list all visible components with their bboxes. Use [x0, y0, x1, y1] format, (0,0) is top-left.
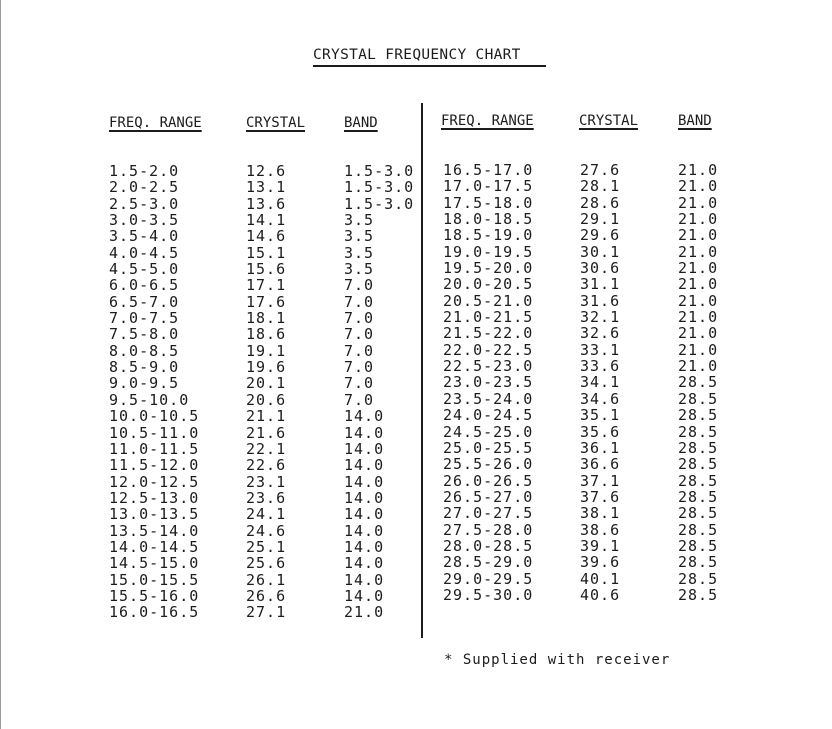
freq-range-cell: 12.5-13.0	[109, 488, 200, 507]
crystal-cell: 18.1	[246, 309, 287, 328]
freq-range-cell: 17.5-18.0	[443, 193, 534, 212]
freq-range-cell: 9.5-10.0	[109, 390, 190, 409]
crystal-cell: 17.1	[246, 276, 287, 295]
band-cell: 14.0	[344, 537, 385, 556]
band-cell: 3.5	[344, 211, 375, 230]
band-cell: 21.0	[678, 308, 719, 327]
band-cell: 28.5	[678, 373, 719, 392]
freq-range-cell: 27.5-28.0	[443, 520, 534, 539]
page-title: CRYSTAL FREQUENCY CHART	[313, 47, 546, 67]
freq-range-cell: 14.5-15.0	[109, 554, 200, 573]
crystal-cell: 31.1	[580, 275, 621, 294]
freq-range-cell: 6.5-7.0	[109, 292, 180, 311]
band-cell: 1.5-3.0	[344, 194, 415, 213]
freq-range-cell: 24.5-25.0	[443, 422, 534, 441]
right-range-column	[443, 162, 533, 603]
crystal-cell: 39.6	[580, 553, 621, 572]
right-band-column	[678, 162, 718, 603]
band-cell: 3.5	[344, 243, 375, 262]
band-cell: 14.0	[344, 407, 385, 426]
freq-range-cell: 16.0-16.5	[109, 603, 200, 622]
crystal-cell: 30.1	[580, 242, 621, 261]
band-cell: 21.0	[678, 226, 719, 245]
freq-range-cell: 3.0-3.5	[109, 211, 180, 230]
freq-range-cell: 10.0-10.5	[109, 407, 200, 426]
left-header-band: BAND	[344, 115, 378, 131]
crystal-cell: 22.1	[246, 439, 287, 458]
crystal-cell: 34.1	[580, 373, 621, 392]
right-crystal-column	[580, 162, 620, 603]
freq-range-cell: 9.0-9.5	[109, 374, 180, 393]
freq-range-cell: 13.0-13.5	[109, 505, 200, 524]
left-band-column	[344, 163, 414, 621]
band-cell: 14.0	[344, 488, 385, 507]
band-cell: 14.0	[344, 586, 385, 605]
band-cell: 7.0	[344, 358, 375, 377]
freq-range-cell: 4.5-5.0	[109, 260, 180, 279]
crystal-cell: 20.6	[246, 390, 287, 409]
band-cell: 7.0	[344, 309, 375, 328]
band-cell: 14.0	[344, 570, 385, 589]
band-cell: 21.0	[678, 177, 719, 196]
left-crystal-column	[246, 163, 286, 621]
crystal-cell: 17.6	[246, 292, 287, 311]
band-cell: 3.5	[344, 227, 375, 246]
freq-range-cell: 7.0-7.5	[109, 309, 180, 328]
band-cell: 28.5	[678, 504, 719, 523]
crystal-cell: 19.6	[246, 358, 287, 377]
crystal-cell: 13.1	[246, 178, 287, 197]
crystal-cell: 21.1	[246, 407, 287, 426]
freq-range-cell: 2.5-3.0	[109, 194, 180, 213]
freq-range-cell: 8.0-8.5	[109, 341, 180, 360]
crystal-cell: 38.6	[580, 520, 621, 539]
freq-range-cell: 26.0-26.5	[443, 471, 534, 490]
left-header-crystal: CRYSTAL	[246, 115, 306, 131]
freq-range-cell: 19.5-20.0	[443, 259, 534, 278]
crystal-cell: 15.1	[246, 243, 287, 262]
band-cell: 3.5	[344, 260, 375, 279]
footnote: * Supplied with receiver	[444, 652, 671, 668]
crystal-cell: 37.1	[580, 471, 621, 490]
freq-range-cell: 7.5-8.0	[109, 325, 180, 344]
band-cell: 28.5	[678, 471, 719, 490]
band-cell: 28.5	[678, 536, 719, 555]
band-cell: 1.5-3.0	[344, 162, 415, 180]
band-cell: 28.5	[678, 553, 719, 572]
band-cell: 21.0	[678, 357, 719, 376]
band-cell: 28.5	[678, 585, 719, 604]
band-cell: 14.0	[344, 521, 385, 540]
band-cell: 21.0	[678, 210, 719, 229]
page-edge	[0, 0, 1, 729]
freq-range-cell: 22.0-22.5	[443, 340, 534, 359]
band-cell: 21.0	[344, 603, 385, 622]
freq-range-cell: 14.0-14.5	[109, 537, 200, 556]
crystal-cell: 36.6	[580, 455, 621, 474]
band-cell: 28.5	[678, 569, 719, 588]
band-cell: 28.5	[678, 389, 719, 408]
band-cell: 21.0	[678, 324, 719, 343]
band-cell: 21.0	[678, 259, 719, 278]
band-cell: 7.0	[344, 374, 375, 393]
crystal-cell: 29.1	[580, 210, 621, 229]
band-cell: 21.0	[678, 291, 719, 310]
band-cell: 28.5	[678, 422, 719, 441]
crystal-cell: 39.1	[580, 536, 621, 555]
band-cell: 7.0	[344, 325, 375, 344]
crystal-cell: 26.6	[246, 586, 287, 605]
freq-range-cell: 26.5-27.0	[443, 487, 534, 506]
band-cell: 7.0	[344, 390, 375, 409]
crystal-cell: 28.1	[580, 177, 621, 196]
freq-range-cell: 2.0-2.5	[109, 178, 180, 197]
crystal-cell: 24.6	[246, 521, 287, 540]
freq-range-cell: 23.5-24.0	[443, 389, 534, 408]
crystal-cell: 23.6	[246, 488, 287, 507]
band-cell: 14.0	[344, 423, 385, 442]
freq-range-cell: 6.0-6.5	[109, 276, 180, 295]
crystal-cell: 35.1	[580, 406, 621, 425]
freq-range-cell: 29.5-30.0	[443, 585, 534, 604]
crystal-cell: 33.6	[580, 357, 621, 376]
freq-range-cell: 28.5-29.0	[443, 553, 534, 572]
freq-range-cell: 3.5-4.0	[109, 227, 180, 246]
band-cell: 28.5	[678, 406, 719, 425]
crystal-cell: 27.6	[580, 161, 621, 179]
crystal-cell: 40.1	[580, 569, 621, 588]
crystal-cell: 29.6	[580, 226, 621, 245]
crystal-cell: 25.6	[246, 554, 287, 573]
band-cell: 21.0	[678, 161, 719, 179]
freq-range-cell: 24.0-24.5	[443, 406, 534, 425]
crystal-cell: 33.1	[580, 340, 621, 359]
band-cell: 14.0	[344, 456, 385, 475]
freq-range-cell: 18.5-19.0	[443, 226, 534, 245]
right-header-band: BAND	[678, 113, 712, 129]
crystal-cell: 32.6	[580, 324, 621, 343]
crystal-cell: 26.1	[246, 570, 287, 589]
freq-range-cell: 11.0-11.5	[109, 439, 200, 458]
band-cell: 28.5	[678, 438, 719, 457]
crystal-cell: 31.6	[580, 291, 621, 310]
crystal-cell: 19.1	[246, 341, 287, 360]
band-cell: 21.0	[678, 193, 719, 212]
freq-range-cell: 13.5-14.0	[109, 521, 200, 540]
crystal-cell: 13.6	[246, 194, 287, 213]
band-cell: 28.5	[678, 487, 719, 506]
crystal-cell: 14.6	[246, 227, 287, 246]
freq-range-cell: 29.0-29.5	[443, 569, 534, 588]
crystal-cell: 23.1	[246, 472, 287, 491]
freq-range-cell: 12.0-12.5	[109, 472, 200, 491]
freq-range-cell: 15.0-15.5	[109, 570, 200, 589]
band-cell: 28.5	[678, 455, 719, 474]
crystal-cell: 27.1	[246, 603, 287, 622]
crystal-cell: 40.6	[580, 585, 621, 604]
crystal-cell: 36.1	[580, 438, 621, 457]
band-cell: 21.0	[678, 275, 719, 294]
freq-range-cell: 25.0-25.5	[443, 438, 534, 457]
band-cell: 7.0	[344, 276, 375, 295]
freq-range-cell: 25.5-26.0	[443, 455, 534, 474]
right-header-crystal: CRYSTAL	[579, 113, 639, 129]
band-cell: 28.5	[678, 520, 719, 539]
freq-range-cell: 21.5-22.0	[443, 324, 534, 343]
band-cell: 14.0	[344, 439, 385, 458]
crystal-cell: 12.6	[246, 162, 287, 180]
freq-range-cell: 15.5-16.0	[109, 586, 200, 605]
right-header-freq-range: FREQ. RANGE	[441, 113, 534, 129]
band-cell: 1.5-3.0	[344, 178, 415, 197]
crystal-cell: 35.6	[580, 422, 621, 441]
freq-range-cell: 4.0-4.5	[109, 243, 180, 262]
freq-range-cell: 1.5-2.0	[109, 162, 180, 180]
crystal-cell: 14.1	[246, 211, 287, 230]
band-cell: 14.0	[344, 505, 385, 524]
crystal-cell: 22.6	[246, 456, 287, 475]
freq-range-cell: 28.0-28.5	[443, 536, 534, 555]
crystal-cell: 32.1	[580, 308, 621, 327]
crystal-cell: 24.1	[246, 505, 287, 524]
crystal-cell: 18.6	[246, 325, 287, 344]
freq-range-cell: 21.0-21.5	[443, 308, 534, 327]
band-cell: 7.0	[344, 292, 375, 311]
freq-range-cell: 11.5-12.0	[109, 456, 200, 475]
crystal-cell: 37.6	[580, 487, 621, 506]
freq-range-cell: 22.5-23.0	[443, 357, 534, 376]
crystal-cell: 21.6	[246, 423, 287, 442]
freq-range-cell: 27.0-27.5	[443, 504, 534, 523]
crystal-cell: 34.6	[580, 389, 621, 408]
crystal-cell: 20.1	[246, 374, 287, 393]
left-range-column	[109, 163, 199, 621]
freq-range-cell: 17.0-17.5	[443, 177, 534, 196]
crystal-cell: 38.1	[580, 504, 621, 523]
left-header-freq-range: FREQ. RANGE	[109, 115, 202, 131]
crystal-cell: 25.1	[246, 537, 287, 556]
band-cell: 7.0	[344, 341, 375, 360]
band-cell: 14.0	[344, 554, 385, 573]
band-cell: 14.0	[344, 472, 385, 491]
crystal-cell: 30.6	[580, 259, 621, 278]
crystal-cell: 15.6	[246, 260, 287, 279]
column-divider	[421, 103, 423, 638]
freq-range-cell: 23.0-23.5	[443, 373, 534, 392]
freq-range-cell: 20.0-20.5	[443, 275, 534, 294]
freq-range-cell: 20.5-21.0	[443, 291, 534, 310]
band-cell: 21.0	[678, 340, 719, 359]
freq-range-cell: 16.5-17.0	[443, 161, 534, 179]
band-cell: 21.0	[678, 242, 719, 261]
crystal-cell: 28.6	[580, 193, 621, 212]
freq-range-cell: 19.0-19.5	[443, 242, 534, 261]
freq-range-cell: 18.0-18.5	[443, 210, 534, 229]
freq-range-cell: 8.5-9.0	[109, 358, 180, 377]
freq-range-cell: 10.5-11.0	[109, 423, 200, 442]
